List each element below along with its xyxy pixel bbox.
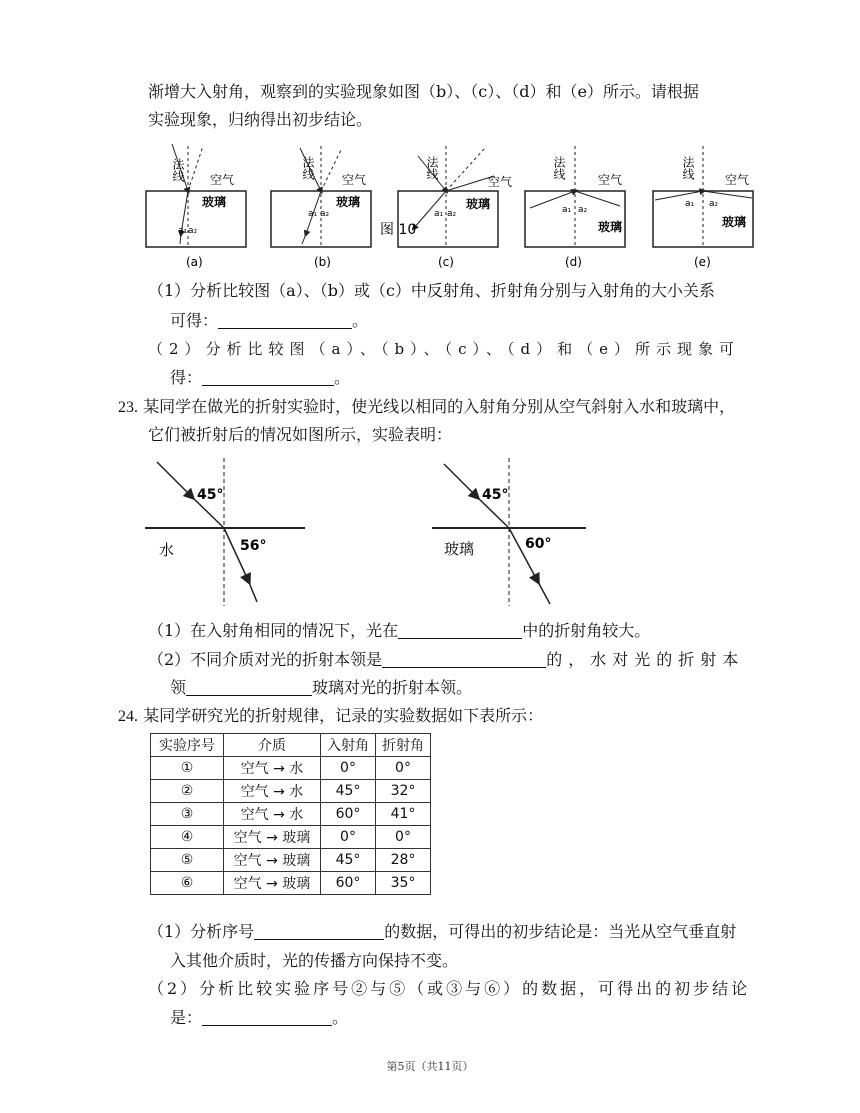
table-cell: 35°	[376, 872, 431, 895]
table-cell: ③	[151, 803, 224, 826]
q23-part1-a: （1）在入射角相同的情况下，光在	[148, 621, 399, 640]
fig10-d-angle2: a₂	[578, 205, 588, 215]
q23-part2-cont	[170, 676, 472, 700]
table-cell: 0°	[376, 826, 431, 849]
q22-part2-answer	[170, 366, 350, 390]
intro-line-1: 渐增大入射角，观察到的实验现象如图（b）、（c）、（d）和（e）所示。请根据	[148, 82, 699, 101]
q24-part1-a: （1）分析序号	[148, 922, 255, 941]
table-cell: 45°	[321, 849, 376, 872]
table-header-row	[151, 734, 431, 757]
fig10-panel-d	[525, 146, 625, 269]
q24-data-table	[150, 733, 431, 895]
table-cell: 空气 → 水	[224, 803, 321, 826]
q23-number: 23.	[118, 399, 138, 416]
table-cell: 41°	[376, 803, 431, 826]
q24-part2	[148, 977, 750, 1001]
q22-blank-1[interactable]	[218, 310, 352, 329]
table-header-cell: 实验序号	[151, 734, 224, 757]
fig10-panel-e	[653, 146, 753, 269]
table-row	[151, 803, 431, 826]
q23-line-1	[118, 395, 735, 420]
table-cell: 45°	[321, 780, 376, 803]
fig10-panel-b	[271, 146, 371, 269]
q22-blank-2[interactable]	[202, 367, 334, 386]
fig10-a-glass: 玻璃	[202, 195, 227, 209]
q22-part1-answer	[170, 309, 368, 333]
q23-line-2: 它们被折射后的情况如图所示，实验表明：	[148, 425, 453, 444]
table-row	[151, 872, 431, 895]
fig10-caption-b: (b)	[314, 255, 331, 269]
fig10-b-glass: 玻璃	[336, 195, 361, 209]
table-cell: ⑤	[151, 849, 224, 872]
q24-part1-b: 的数据，可得出的初步结论是：当光从空气垂直射	[384, 922, 737, 941]
fig10-d-air: 空气	[598, 173, 623, 187]
q24-blank-1[interactable]	[254, 921, 384, 940]
fig10-panel-a	[146, 144, 246, 269]
fig10-panel-c	[380, 146, 512, 269]
table-row	[151, 849, 431, 872]
fig10-d-normal: 法线	[552, 156, 566, 180]
table-cell: 60°	[321, 872, 376, 895]
q24-part2-end: 。	[332, 1008, 349, 1027]
q23-part2	[148, 648, 744, 672]
table-cell: 0°	[321, 757, 376, 780]
table-cell: 0°	[376, 757, 431, 780]
table-cell: ⑥	[151, 872, 224, 895]
fig10-e-normal: 法线	[681, 156, 695, 180]
q22-part1-cont: 可得：	[170, 311, 219, 330]
fig10-d-glass: 玻璃	[598, 220, 623, 234]
q22-part2-cont: 得：	[170, 368, 203, 387]
fig10-e-air: 空气	[725, 173, 750, 187]
q23-line1-text: 某同学在做光的折射实验时，使光线以相同的入射角分别从空气斜射入水和玻璃中，	[143, 397, 736, 416]
fig10-d-angle1: a₁	[562, 205, 572, 215]
table-cell: 32°	[376, 780, 431, 803]
fig10-caption-a: (a)	[186, 255, 203, 269]
q23-blank-1[interactable]	[398, 620, 522, 639]
fig10-b-angle2: a₂	[320, 209, 330, 219]
q24-part2-answer	[170, 1006, 348, 1030]
table-header-cell: 折射角	[376, 734, 431, 757]
q24-part2-a: （2）分析比较实验序号②与⑤（或③与⑥）的数据，可得出的初步结论	[148, 979, 751, 998]
fig10-a-normal: 法线	[171, 158, 185, 182]
table-cell: ②	[151, 780, 224, 803]
fig10-a-angle2: a₂	[188, 226, 198, 236]
q24-line1-text: 某同学研究光的折射规律，记录的实验数据如下表所示：	[143, 706, 544, 725]
fig10-c-glass: 玻璃	[466, 197, 491, 211]
q24-blank-2[interactable]	[202, 1007, 332, 1026]
q23-part2-c: 领	[170, 678, 187, 697]
q23-part1-b: 中的折射角较大。	[522, 621, 651, 640]
table-cell: 0°	[321, 826, 376, 849]
fig10-c-angle1: a₁	[434, 209, 444, 219]
table-cell: ①	[151, 757, 224, 780]
q23-glass-refraction: 60°	[525, 536, 552, 552]
q23-glass-medium: 玻璃	[444, 540, 475, 558]
table-cell: 空气 → 玻璃	[224, 849, 321, 872]
table-cell: 28°	[376, 849, 431, 872]
table-row	[151, 757, 431, 780]
q23-water-refraction: 56°	[240, 538, 267, 554]
table-cell: 60°	[321, 803, 376, 826]
q23-water-incidence: 45°	[197, 487, 224, 503]
fig10-a-angle1: a₁	[178, 226, 188, 236]
q22-part1-end: 。	[352, 311, 369, 330]
q23-part2-a: （2）不同介质对光的折射本领是	[148, 650, 383, 669]
q23-part2-d: 玻璃对光的折射本领。	[312, 678, 473, 697]
fig10-e-angle2: a₂	[709, 199, 719, 209]
q23-diagram-glass	[432, 458, 602, 608]
fig10-caption-e: (e)	[694, 255, 711, 269]
fig10-b-normal: 法线	[301, 156, 315, 180]
fig10-caption-c: (c)	[438, 255, 454, 269]
q23-blank-2[interactable]	[382, 649, 546, 668]
fig10-a-air: 空气	[210, 173, 235, 187]
fig10-c-angle2: a₂	[447, 209, 457, 219]
q22-part1-text: （1）分析比较图（a）、（b）或（c）中反射角、折射角分别与入射角的大小关系	[148, 281, 715, 300]
table-row	[151, 826, 431, 849]
q22-part2-text: （2）分析比较图（a）、（b）、（c）、（d）和（e）所示现象可	[148, 340, 740, 358]
intro-line-2: 实验现象，归纳得出初步结论。	[148, 110, 373, 129]
q23-part1	[148, 619, 650, 643]
table-cell: 空气 → 水	[224, 780, 321, 803]
fig10-b-air: 空气	[342, 173, 367, 187]
table-cell: ④	[151, 826, 224, 849]
q24-line-1	[118, 704, 543, 729]
page-footer: 第5页（共11页）	[386, 1060, 474, 1073]
table-header-cell: 入射角	[321, 734, 376, 757]
fig10-b-angle1: a₁	[308, 209, 318, 219]
table-row	[151, 780, 431, 803]
table-cell: 空气 → 玻璃	[224, 826, 321, 849]
table-cell: 空气 → 玻璃	[224, 872, 321, 895]
fig10-c-normal: 法线	[425, 156, 439, 180]
q24-part2-b: 是：	[170, 1008, 203, 1027]
fig10-e-glass: 玻璃	[722, 215, 747, 229]
fig10-e-angle1: a₁	[685, 199, 695, 209]
fig10-c-air: 空气	[488, 175, 513, 189]
q23-water-medium: 水	[159, 541, 175, 559]
q24-part1-cont: 入其他介质时，光的传播方向保持不变。	[170, 951, 459, 970]
q24-part1	[148, 920, 736, 944]
table-cell: 空气 → 水	[224, 757, 321, 780]
fig10-caption-d: (d)	[565, 255, 582, 269]
q23-blank-3[interactable]	[186, 677, 312, 696]
q22-part1	[148, 279, 715, 303]
figure-10	[0, 136, 860, 276]
q22-part2-end: 。	[334, 368, 351, 387]
table-header-cell: 介质	[224, 734, 321, 757]
q24-number: 24.	[118, 708, 138, 725]
q23-diagram-water	[145, 458, 315, 608]
q23-part2-b: 的，水对光的折射本	[546, 650, 745, 669]
fig10-label: 图 10	[380, 222, 417, 238]
q22-part2	[148, 337, 740, 361]
q23-glass-incidence: 45°	[482, 487, 509, 503]
